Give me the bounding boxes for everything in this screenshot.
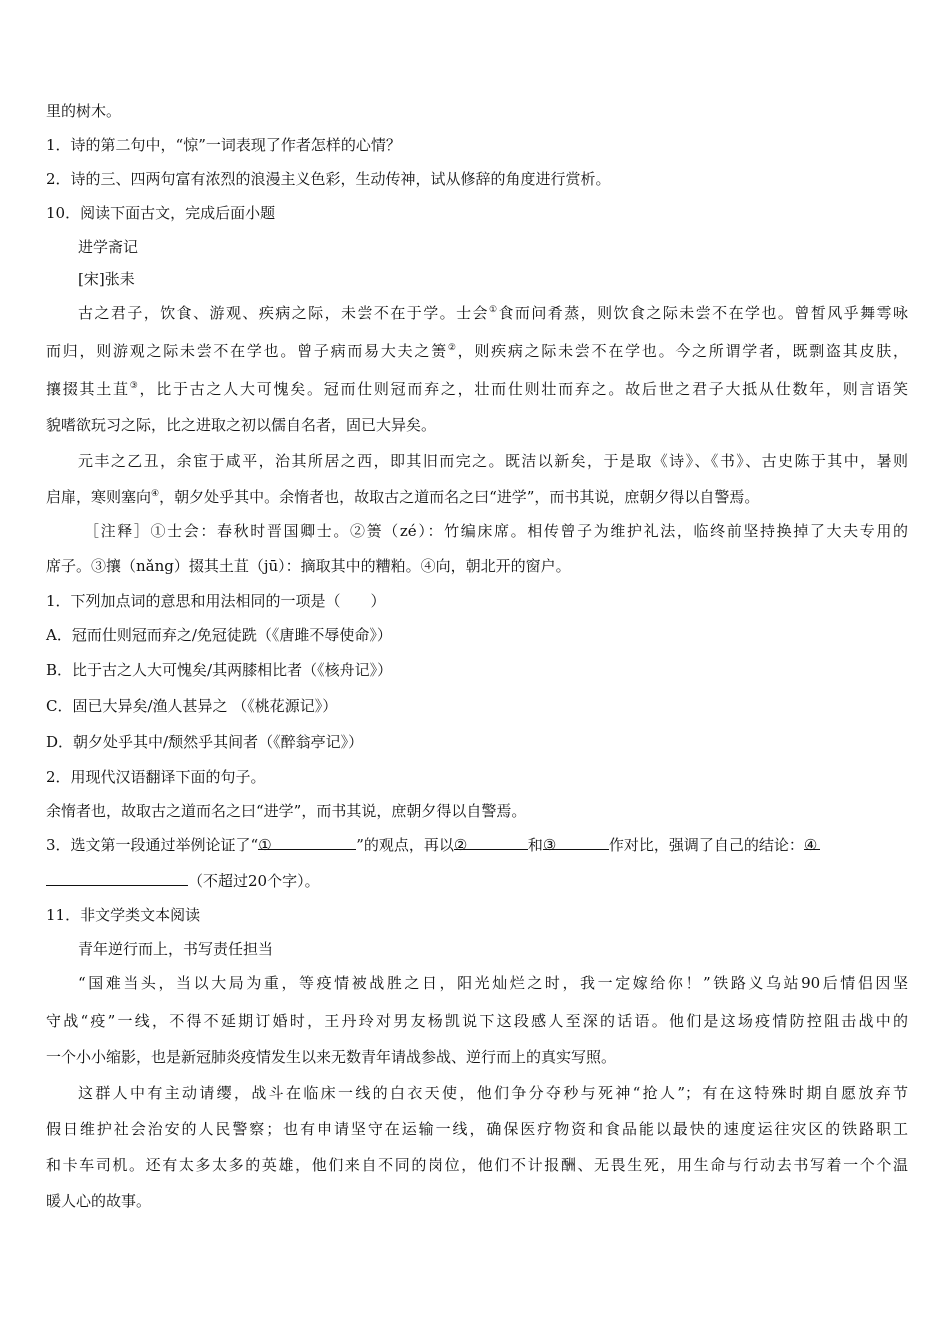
subquestion-2: 2．用现代汉语翻译下面的句子。 [46,768,266,786]
annotation-line1: ［注释］①士会：春秋时晋国卿士。②箦（zé）：竹编床席。相传曾子为维护礼法，临终前坚持换掉了大夫专用的 [84,522,908,540]
subquestion-3 [46,834,908,856]
option-b: B．比于古之人大可愧矣/其两膝相比者（《核舟记》） [46,661,393,679]
text-segment: 和 [527,836,543,854]
footnote-marker: ③ [129,381,140,391]
blank-marker: ① [258,836,272,854]
subquestion-2-sentence: 余惰者也，故取古之道而名之曰“进学”，而书其说，庶朝夕得以自警焉。 [46,802,527,820]
passage-para1-line2 [46,340,908,362]
passage-author: [宋]张耒 [78,270,135,288]
poem-question-2: 2．诗的三、四两句富有浓烈的浪漫主义色彩，生动传神，试从修辞的角度进行赏析。 [46,170,611,188]
passage-title: 进学斋记 [78,238,139,256]
text-segment: ，则疾病之际未尝不在学也。今之所谓学者，既剽盗其皮肤， [457,342,908,360]
text-segment: （不超过20个字）。 [188,872,320,890]
text-segment: 攘掇其土苴 [46,380,130,398]
article-para2-line2: 假日维护社会治安的人民警察；也有申请坚守在运输一线，确保医疗物资和食品能以最快的速度运往灾区的铁路职工 [46,1120,908,1138]
footnote-marker: ② [447,343,458,353]
passage-para1-line3 [46,378,908,400]
article-para2-line3: 和卡车司机。还有太多太多的英雄，他们来自不同的岗位，他们不计报酬、无畏生死，用生命与行动去书写着一个个温 [46,1156,908,1174]
blank-marker: ③ [542,836,557,854]
text-segment: 3．选文第一段通过举例论证了“ [46,836,259,854]
question-10-header: 10．阅读下面古文，完成后面小题 [46,204,276,222]
answer-blank-1[interactable] [258,834,356,854]
subquestion-3-cont [46,870,908,892]
text-segment: 启扉，寒则塞向 [46,488,152,506]
text-segment: 而归，则游观之际未尝不在学也。曾子病而易大夫之箦 [46,342,448,360]
article-para1-line2: 守战“疫”一线，不得不延期订婚时，王丹玲对男友杨凯说下这段感人至深的话语。他们是这场疫情防控阻击战中的 [46,1012,908,1030]
article-para1-line1: “国难当头，当以大局为重，等疫情被战胜之日，阳光灿烂之时，我一定嫁给你！”铁路义乌站90后情侣因坚 [78,974,908,992]
poem-ending-line: 里的树木。 [46,102,122,120]
option-c: C．固已大异矣/渔人甚异之 （《桃花源记》） [46,697,338,715]
blank-marker: ② [453,836,468,854]
answer-blank-3[interactable] [542,834,609,854]
footnote-marker: ④ [151,489,160,499]
text-segment: ，朝夕处乎其中。余惰者也，故取古之道而名之曰“进学”，而书其说，庶朝夕得以自警焉。 [159,488,760,506]
text-segment: ”的观点，再以 [356,836,454,854]
question-11-header: 11．非文学类文本阅读 [46,906,201,924]
option-a: A．冠而仕则冠而弃之/免冠徒跣（《唐雎不辱使命》） [46,626,392,644]
article-para2-line1: 这群人中有主动请缨，战斗在临床一线的白衣天使，他们争分夺秒与死神“抢人”；有在这特殊时期自愿放弃节 [78,1084,908,1102]
answer-blank-4[interactable] [46,870,188,886]
text-segment: ，比于古之人大可愧矣。冠而仕则冠而弃之，壮而仕则壮而弃之。故后世之君子大抵从仕数年，则言语笑 [139,380,908,398]
text-segment: 作对比，强调了自己的结论： [608,836,804,854]
article-title: 青年逆行而上，书写责任担当 [78,940,274,958]
passage-para1-line4: 貌嗜欲玩习之际，比之进取之初以儒自名者，固已大异矣。 [46,416,437,434]
footnote-marker: ① [488,305,499,315]
option-d: D．朝夕处乎其中/颓然乎其间者（《醉翁亭记》） [46,733,364,751]
poem-question-1: 1．诗的第二句中，“惊”一词表现了作者怎样的心情？ [46,136,401,154]
passage-para2-line1: 元丰之乙丑，余宦于咸平，治其所居之西，即其旧而完之。既洁以新矣，于是取《诗》、《书》、古史陈于其中，暑则 [78,452,908,470]
annotation-line2: 席子。③攘（nǎng）掇其土苴（jū）：摘取其中的糟粕。④向，朝北开的窗户。 [46,557,571,575]
text-segment: 食而问肴蒸，则饮食之际未尝不在学也。曾皙风乎舞雩咏 [498,304,908,322]
answer-blank-4-start[interactable] [803,834,820,854]
article-para2-line4: 暖人心的故事。 [46,1192,152,1210]
answer-blank-2[interactable] [453,834,528,854]
passage-para2-line2 [46,486,908,508]
subquestion-1: 1．下列加点词的意思和用法相同的一项是（ ） [46,592,386,610]
article-para1-line3: 一个小小缩影，也是新冠肺炎疫情发生以来无数青年请战参战、逆行而上的真实写照。 [46,1048,617,1066]
passage-para1-line1 [78,302,908,324]
blank-marker: ④ [803,836,818,854]
text-segment: 古之君子，饮食、游观、疾病之际，未尝不在于学。士会 [78,304,489,322]
